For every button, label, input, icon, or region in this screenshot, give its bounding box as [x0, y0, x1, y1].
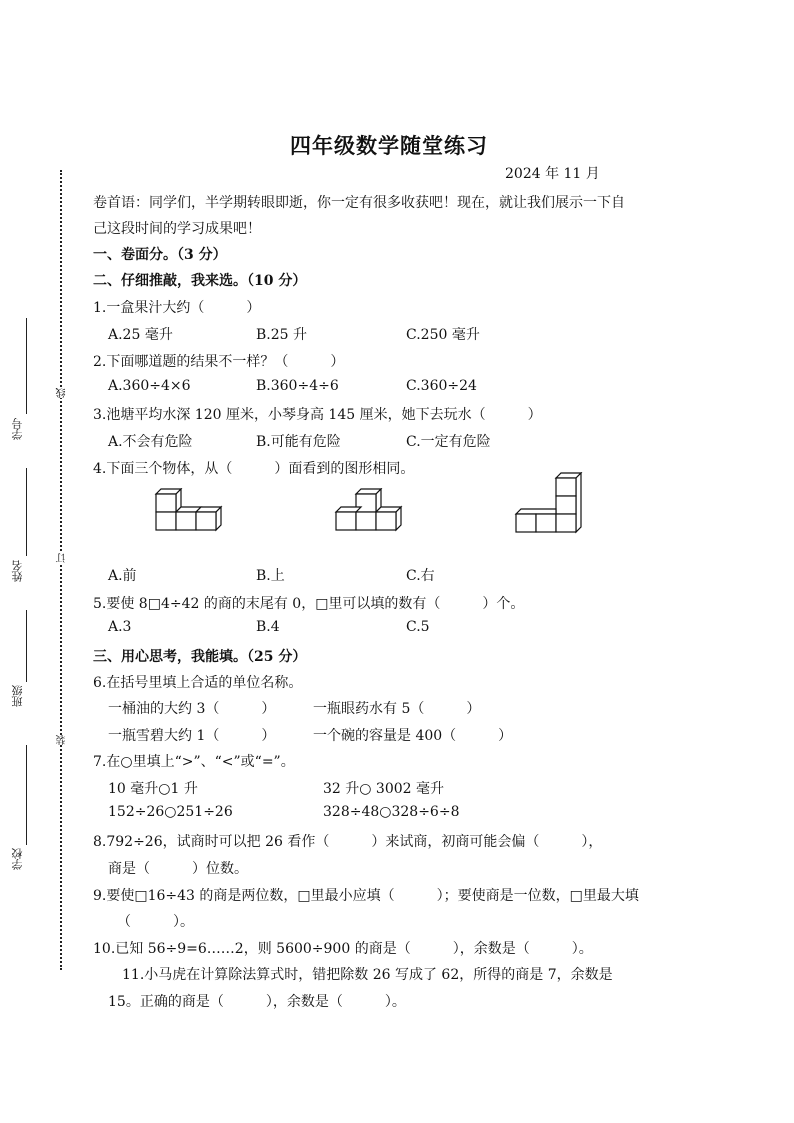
field-line-name[interactable]	[26, 468, 27, 556]
field-line-class[interactable]	[26, 610, 27, 682]
question-2-option-a[interactable]: A.360÷4×6	[108, 378, 191, 394]
binding-marker-line: 线	[57, 388, 68, 398]
question-6-stem: 6.在括号里填上合适的单位名称。	[93, 675, 303, 691]
question-2-option-c[interactable]: C.360÷24	[406, 378, 477, 394]
question-8-line-2[interactable]: 商是（ ）位数。	[108, 861, 248, 877]
field-line-student-id[interactable]	[26, 318, 27, 414]
cube-figure-1	[150, 488, 230, 548]
question-1-stem: 1.一盒果汁大约（ ）	[93, 300, 261, 316]
question-4-stem: 4.下面三个物体，从（ ）面看到的图形相同。	[93, 461, 415, 477]
question-4-option-a[interactable]: A.前	[108, 568, 137, 584]
intro-line-2: 己这段时间的学习成果吧！	[93, 221, 261, 237]
question-4-option-b[interactable]: B.上	[256, 568, 285, 584]
binding-dotted-line	[60, 170, 62, 970]
question-1-option-c[interactable]: C.250 毫升	[406, 327, 480, 343]
page-title: 四年级数学随堂练习	[290, 133, 488, 158]
question-6-blank-3[interactable]: 一瓶雪碧大约 1（ ）	[108, 728, 276, 744]
question-7-compare-4[interactable]: 328÷48○328÷6÷8	[323, 804, 460, 820]
cube-figure-3	[510, 472, 590, 550]
question-10-line-1[interactable]: 10.已知 56÷9=6……2，则 5600÷900 的商是（ ），余数是（ ）。	[93, 941, 593, 957]
field-line-school[interactable]	[26, 745, 27, 845]
question-3-stem: 3.池塘平均水深 120 厘米，小琴身高 145 厘米，她下去玩水（ ）	[93, 407, 542, 423]
question-7-compare-2[interactable]: 32 升○ 3002 毫升	[323, 781, 445, 797]
field-label-school: 学校	[11, 848, 24, 870]
question-11-line-1: 11.小马虎在计算除法算式时，错把除数 26 写成了 62，所得的商是 7，余数是	[122, 967, 613, 983]
question-2-option-b[interactable]: B.360÷4÷6	[256, 378, 339, 394]
binding-strip	[0, 0, 70, 1123]
question-3-option-a[interactable]: A.不会有危险	[108, 434, 193, 450]
question-4-option-c[interactable]: C.右	[406, 568, 435, 584]
question-3-option-b[interactable]: B.可能有危险	[256, 434, 341, 450]
question-5-option-c[interactable]: C.5	[406, 619, 430, 635]
question-5-stem: 5.要使 8□4÷42 的商的末尾有 0，□里可以填的数有（ ）个。	[93, 596, 525, 612]
section-heading-3: 三、用心思考，我能填。（25 分）	[93, 649, 307, 665]
question-3-option-c[interactable]: C.一定有危险	[406, 434, 491, 450]
intro-line-1: 卷首语：同学们，半学期转眼即逝，你一定有很多收获吧！现在，就让我们展示一下自	[93, 195, 625, 211]
field-label-student-id: 学号	[11, 418, 24, 440]
field-label-class: 班级	[11, 685, 24, 707]
question-2-stem: 2.下面哪道题的结果不一样？（ ）	[93, 354, 345, 370]
binding-marker-bind: 装	[57, 735, 68, 745]
question-7-compare-3[interactable]: 152÷26○251÷26	[108, 804, 233, 820]
question-8-line-1[interactable]: 8.792÷26，试商时可以把 26 看作（ ）来试商，初商可能会偏（ ），	[93, 834, 603, 850]
question-1-option-b[interactable]: B.25 升	[256, 327, 308, 343]
question-5-option-b[interactable]: B.4	[256, 619, 280, 635]
question-9-line-2[interactable]: （ ）。	[117, 914, 194, 930]
question-7-stem: 7.在○里填上“>”、“<”或“=”。	[93, 754, 295, 770]
question-5-option-a[interactable]: A.3	[108, 619, 132, 635]
question-6-blank-4[interactable]: 一个碗的容量是 400（ ）	[313, 728, 513, 744]
question-6-blank-2[interactable]: 一瓶眼药水有 5（ ）	[313, 701, 481, 717]
question-7-compare-1[interactable]: 10 毫升○1 升	[108, 781, 198, 797]
question-9-line-1[interactable]: 9.要使□16÷43 的商是两位数，□里最小应填（ ）；要使商是一位数，□里最大填	[93, 888, 639, 904]
question-1-option-a[interactable]: A.25 毫升	[108, 327, 173, 343]
date-label: 2024 年 11 月	[505, 166, 600, 182]
question-6-blank-1[interactable]: 一桶油的大约 3（ ）	[108, 701, 276, 717]
binding-marker-staple: 订	[57, 553, 68, 563]
cube-figure-2	[330, 488, 410, 548]
section-heading-2: 二、仔细推敲，我来选。（10 分）	[93, 273, 307, 289]
field-label-name: 姓名	[11, 560, 24, 582]
question-11-line-2[interactable]: 15。正确的商是（ ），余数是（ ）。	[108, 994, 406, 1010]
section-heading-1: 一、卷面分。（3 分）	[93, 247, 227, 263]
